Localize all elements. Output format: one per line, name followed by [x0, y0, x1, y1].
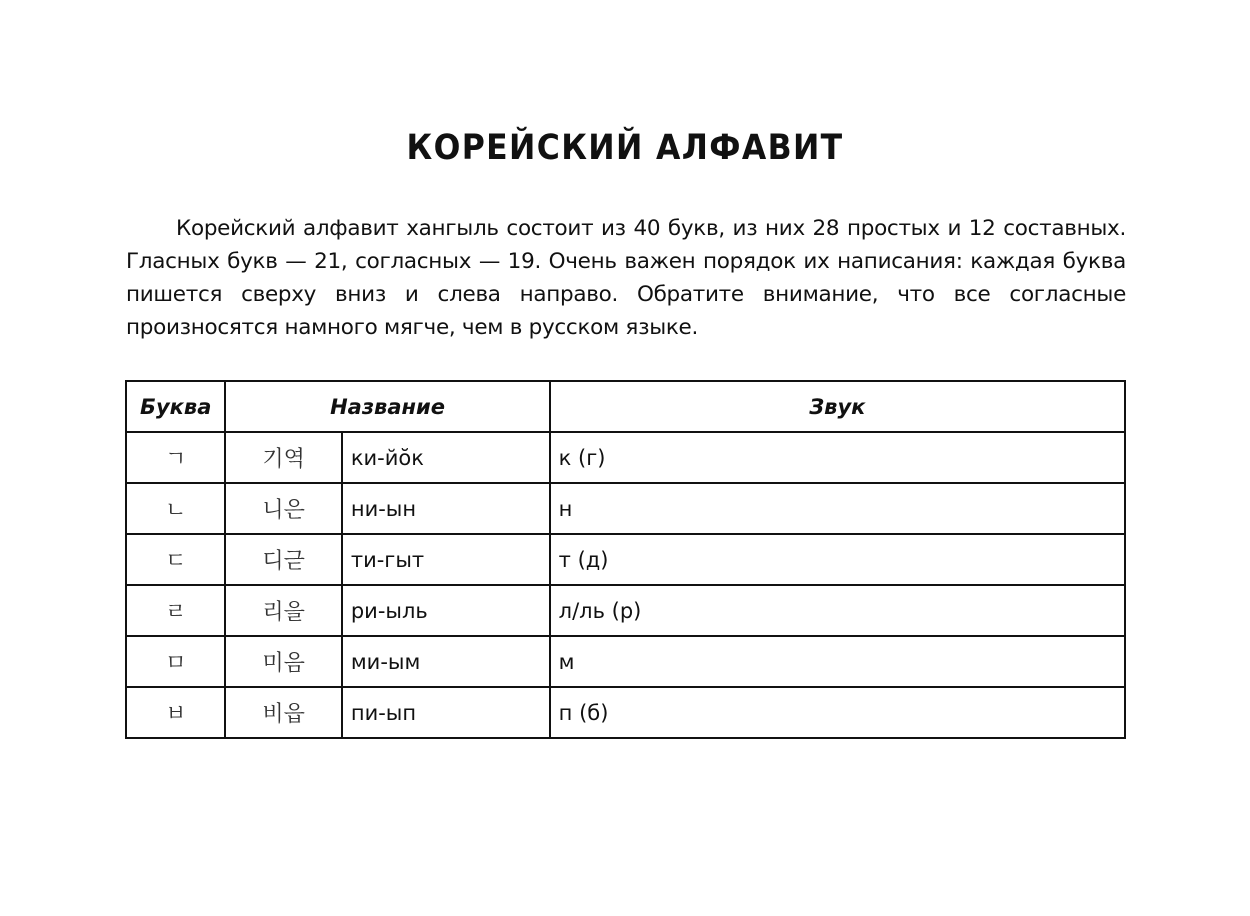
- transliteration-cell: ти-гыт: [342, 534, 550, 585]
- sound-cell: л/ль (р): [550, 585, 1125, 636]
- sound-cell: т (д): [550, 534, 1125, 585]
- sound-cell: н: [550, 483, 1125, 534]
- hangul-name-cell: 니은: [225, 483, 341, 534]
- transliteration-cell: пи-ып: [342, 687, 550, 738]
- intro-paragraph: Корейский алфавит хангыль состоит из 40 букв, из них 28 простых и 12 составных. Гласных букв — 21, согласных — 19. Очень важен порядок их написания: каждая буква пишется сверху вниз и слева направо. Обратите внимание, что все согласные произносятся намного мягче, чем в русском языке.: [126, 216, 1126, 340]
- hangul-name-cell: 리을: [225, 585, 341, 636]
- letter-cell: ㄴ: [126, 483, 225, 534]
- sound-cell: п (б): [550, 687, 1125, 738]
- letter-cell: ㄱ: [126, 432, 225, 483]
- transliteration-cell: ки-йŏк: [342, 432, 550, 483]
- transliteration-cell: ни-ын: [342, 483, 550, 534]
- header-name: Название: [225, 381, 549, 432]
- letter-cell: ㄹ: [126, 585, 225, 636]
- hangul-name-cell: 비읍: [225, 687, 341, 738]
- header-sound: Звук: [550, 381, 1125, 432]
- table-row: [126, 483, 1125, 534]
- hangul-name-cell: 미음: [225, 636, 341, 687]
- table-row: [126, 432, 1125, 483]
- transliteration-cell: ми-ым: [342, 636, 550, 687]
- page-title: КОРЕЙСКИЙ АЛФАВИТ: [406, 128, 844, 168]
- table-row: [126, 534, 1125, 585]
- table-row: [126, 687, 1125, 738]
- hangul-name-cell: 기역: [225, 432, 341, 483]
- table-row: [126, 636, 1125, 687]
- header-letter: Буква: [126, 381, 225, 432]
- letter-cell: ㅂ: [126, 687, 225, 738]
- letter-cell: ㅁ: [126, 636, 225, 687]
- alphabet-table: [125, 380, 1126, 739]
- sound-cell: м: [550, 636, 1125, 687]
- hangul-name-cell: 디귿: [225, 534, 341, 585]
- letter-cell: ㄷ: [126, 534, 225, 585]
- table-header-row: [126, 381, 1125, 432]
- sound-cell: к (г): [550, 432, 1125, 483]
- table-row: [126, 585, 1125, 636]
- transliteration-cell: ри-ыль: [342, 585, 550, 636]
